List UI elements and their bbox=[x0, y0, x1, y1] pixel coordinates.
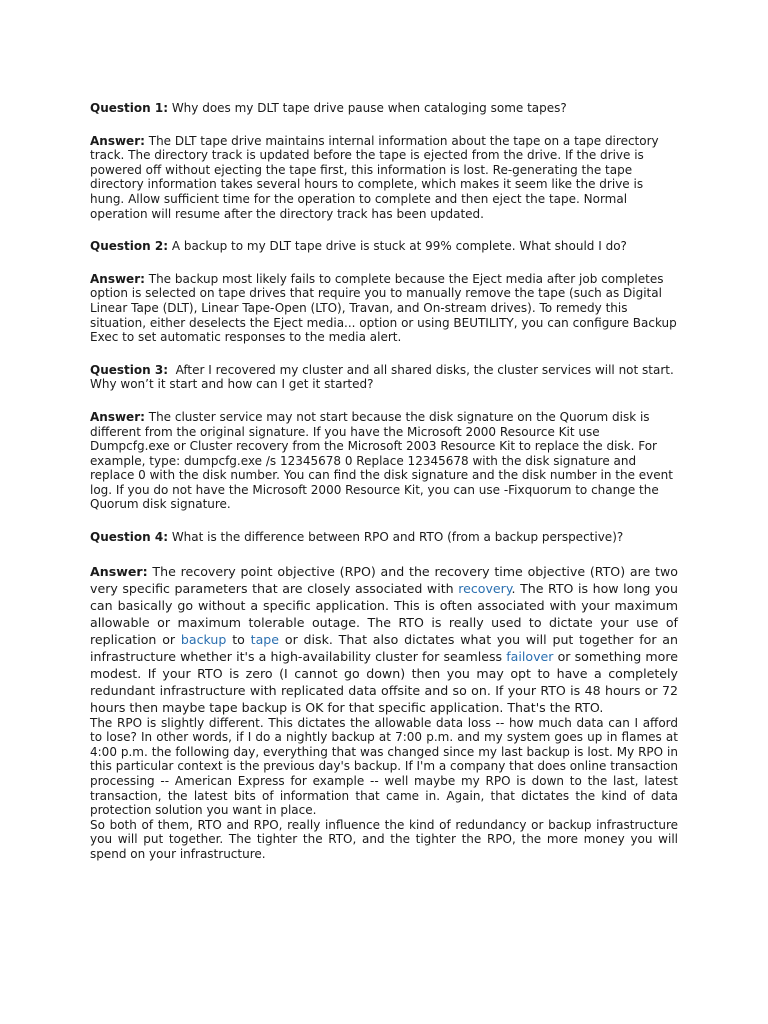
tape-link[interactable]: tape bbox=[250, 631, 280, 647]
answer-1 bbox=[90, 134, 678, 222]
answer-text: to bbox=[226, 631, 251, 647]
answer-label: Answer: bbox=[90, 133, 145, 148]
backup-link[interactable]: backup bbox=[180, 631, 227, 647]
summary-paragraph: So both of them, RTO and RPO, really influence the kind of redundancy or backup infrastructure you will put together. The tighter the RTO, and the tighter the RPO, the more money you will spend on your infrastructure. bbox=[90, 817, 678, 861]
failover-link[interactable]: failover bbox=[506, 648, 554, 664]
question-label: Question 4: bbox=[90, 530, 168, 545]
question-3 bbox=[90, 363, 678, 392]
question-text: A backup to my DLT tape drive is stuck at 99% complete. What should I do? bbox=[168, 239, 627, 254]
answer-4 bbox=[90, 563, 678, 716]
answer-text: . The RTO is how long you can basically go without a specific application. This is often associated with your maximum allowable or maximum tolerable outage. The RTO is really used to dictate your use of replication or bbox=[90, 580, 678, 647]
recovery-link[interactable]: recovery bbox=[458, 580, 512, 596]
question-text: Why does my DLT tape drive pause when cataloging some tapes? bbox=[168, 101, 567, 115]
question-1 bbox=[90, 101, 678, 116]
answer-2 bbox=[90, 272, 678, 345]
answer-text: The DLT tape drive maintains internal information about the tape on a tape directory track. The directory track is updated before the tape is ejected from the drive. If the drive is powered off without ejecting the tape first, this information is lost. Re-generating the tape directory information takes several hours to complete, which makes it seem like the drive is hung. Allow sufficient time for the operation to complete and then eject the tape. Normal operation will resume after the directory track has been updated. bbox=[90, 133, 659, 221]
answer-text: or something more modest. If your RTO is zero (I cannot go down) then you may opt to have a completely redundant infrastructure with replicated data offsite and so on. If your RTO is 48 hours or 72 hours then maybe tape backup is OK for that specific application. That's the RTO. bbox=[90, 648, 678, 715]
question-text: After I recovered my cluster and all shared disks, the cluster services will not start. Why won’t it start and how can I get it started? bbox=[90, 362, 678, 392]
answer-text: The cluster service may not start because the disk signature on the Quorum disk is different from the original signature. If you have the Microsoft 2000 Resource Kit use Dumpcfg.exe or Cluster recovery from the Microsoft 2003 Resource Kit to replace the disk. For example, type: dumpcfg.exe /s 12345678 0 Replace 12345678 with the disk signature and replace 0 with the disk number. You can find the disk signature and the disk number in the event log. If you do not have the Microsoft 2000 Resource Kit, you can use -Fixquorum to change the Quorum disk signature. bbox=[90, 409, 673, 512]
answer-label: Answer: bbox=[90, 409, 145, 424]
question-2 bbox=[90, 239, 678, 254]
question-text: What is the difference between RPO and RTO (from a backup perspective)? bbox=[168, 530, 624, 545]
rpo-paragraph: The RPO is slightly different. This dictates the allowable data loss -- how much data can I afford to lose? In other words, if I do a nightly backup at 7:00 p.m. and my system goes up in flames at 4:00 p.m. the following day, everything that was changed since my last backup is lost. My RPO in this particular context is the previous day's backup. If I'm a company that does online transaction processing -- American Express for example -- well maybe my RPO is down to the last, latest transaction, the latest bits of information that came in. Again, that dictates the kind of data protection solution you want in place. bbox=[90, 715, 678, 818]
answer-text: or disk. That also dictates what you will put together for an infrastructure whether it's a high-availability cluster for seamless bbox=[90, 631, 679, 664]
answer-label: Answer: bbox=[90, 271, 145, 286]
question-4 bbox=[90, 530, 678, 545]
answer-text: The backup most likely fails to complete because the Eject media after job completes option is selected on tape drives that require you to manually remove the tape (such as Digital Linear Tape (DLT), Linear Tape-Open (LTO), Travan, and On-stream drives). To remedy this situation, either deselects the Eject media... option or using BEUTILITY, you can configure Backup Exec to set automatic responses to the media alert. bbox=[90, 271, 677, 345]
answer-3 bbox=[90, 410, 678, 512]
answer-text: The recovery point objective (RPO) and the recovery time objective (RTO) are two very specific parameters that are closely associated with bbox=[90, 563, 678, 596]
question-label: Question 2: bbox=[90, 239, 168, 254]
question-label: Question 1: bbox=[90, 101, 168, 115]
question-label: Question 3: bbox=[90, 362, 168, 377]
answer-label: Answer: bbox=[90, 563, 148, 579]
